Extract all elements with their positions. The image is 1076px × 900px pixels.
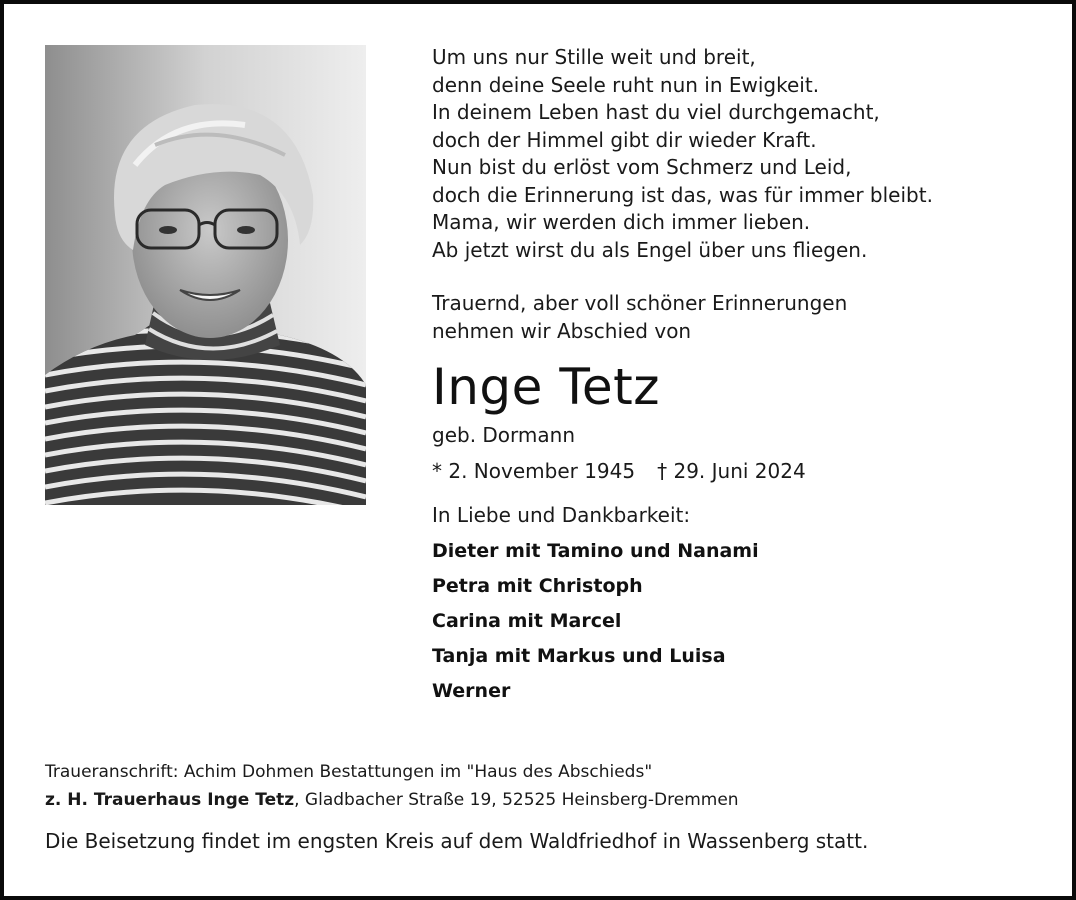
thanks-heading: In Liebe und Dankbarkeit:	[432, 503, 691, 527]
family-member: Carina mit Marcel	[432, 610, 622, 632]
maiden-name: geb. Dormann	[432, 423, 576, 447]
poem-line: doch die Erinnerung ist das, was für immer bleibt.	[432, 182, 933, 207]
address-line-2	[45, 786, 1045, 814]
family-list	[432, 534, 1052, 709]
poem-line: In deinem Leben hast du viel durchgemacht,	[432, 100, 880, 124]
address-street: , Gladbacher Straße 19, 52525 Heinsberg-Dremmen	[294, 790, 739, 810]
portrait-photo	[45, 45, 366, 505]
notice-text-column	[432, 44, 1052, 709]
poem-line: denn deine Seele ruht nun in Ewigkeit.	[432, 72, 820, 97]
address-line-1: Traueranschrift: Achim Dohmen Bestattungen im "Haus des Abschieds"	[45, 762, 653, 782]
portrait-photo-image	[45, 45, 366, 505]
burial-notice: Die Beisetzung findet im engsten Kreis auf dem Waldfriedhof in Wassenberg statt.	[45, 829, 869, 853]
life-dates	[432, 457, 1052, 485]
deceased-name: Inge Tetz	[432, 358, 660, 416]
poem-line: Mama, wir werden dich immer lieben.	[432, 210, 811, 234]
poem	[432, 44, 1052, 264]
poem-line: Um uns nur Stille weit und breit,	[432, 45, 756, 69]
mourning-address	[45, 758, 1045, 814]
birth-date: * 2. November 1945	[432, 459, 636, 483]
farewell-intro	[432, 290, 1052, 345]
intro-line: nehmen wir Abschied von	[432, 318, 692, 343]
family-member: Tanja mit Markus und Luisa	[432, 645, 726, 667]
death-date: † 29. Juni 2024	[657, 459, 806, 483]
poem-line: doch der Himmel gibt dir wieder Kraft.	[432, 127, 817, 152]
address-recipient: z. H. Trauerhaus Inge Tetz	[45, 790, 295, 810]
family-member: Petra mit Christoph	[432, 575, 643, 597]
family-member: Werner	[432, 680, 511, 702]
family-member: Dieter mit Tamino und Nanami	[432, 540, 759, 562]
poem-line: Nun bist du erlöst vom Schmerz und Leid,	[432, 155, 852, 179]
intro-line: Trauernd, aber voll schöner Erinnerungen	[432, 291, 848, 315]
poem-line: Ab jetzt wirst du als Engel über uns fliegen.	[432, 237, 868, 262]
